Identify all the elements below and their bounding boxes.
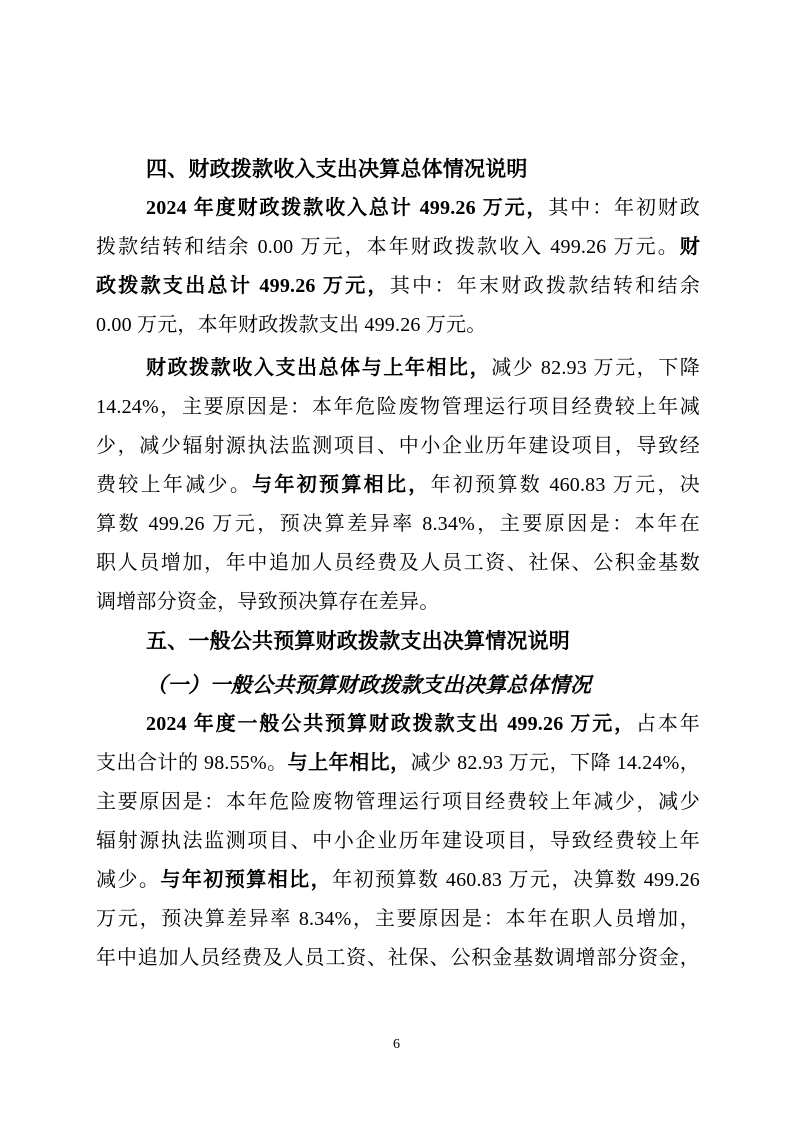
bold-text-run: 政拨款支出总计 499.26 万元， — [96, 275, 390, 297]
document-content — [96, 150, 700, 978]
text-line — [96, 783, 700, 822]
text-run: 支出合计的 98.55%。 — [96, 752, 288, 774]
text-line — [96, 861, 700, 900]
text-line — [96, 228, 700, 267]
text-run: 主要原因是：本年危险废物管理运行项目经费较上年减少，减少 — [96, 791, 700, 813]
text-line — [96, 505, 700, 544]
bold-text-run: 财政拨款收入支出总体与上年相比， — [146, 357, 492, 379]
text-run: 少，减少辐射源执法监测项目、中小企业历年建设项目，导致经 — [96, 435, 700, 457]
para-year-over-year-comparison — [96, 349, 700, 622]
text-line — [96, 666, 700, 705]
text-line — [96, 900, 700, 939]
text-run: 费较上年减少。 — [96, 474, 253, 496]
heading-section-4 — [96, 150, 700, 189]
text-line — [96, 822, 700, 861]
bold-text-run: 与上年相比， — [287, 752, 411, 774]
text-run: 减少 82.93 万元，下降 — [491, 357, 700, 379]
heading-subsection-5-1 — [96, 666, 700, 705]
text-run: 年初预算数 460.83 万元，决算数 499.26 — [332, 869, 700, 891]
text-line — [96, 306, 700, 345]
text-run: 14.24%，主要原因是：本年危险废物管理运行项目经费较上年减 — [96, 396, 700, 418]
text-run: 占本年 — [636, 713, 700, 735]
bold-text-run: 与年初预算相比， — [160, 869, 333, 891]
bold-text-run: 2024 年度财政拨款收入总计 499.26 万元， — [146, 197, 549, 219]
text-run: 算数 499.26 万元，预决算差异率 8.34%，主要原因是：本年在 — [96, 513, 700, 535]
text-run: 拨款结转和结余 0.00 万元，本年财政拨款收入 499.26 万元。 — [96, 236, 680, 258]
text-line — [96, 583, 700, 622]
text-run: 辐射源执法监测项目、中小企业历年建设项目，导致经费较上年 — [96, 830, 700, 852]
text-run: 其中：年初财政 — [548, 197, 701, 219]
text-run: 0.00 万元，本年财政拨款支出 499.26 万元。 — [96, 314, 487, 336]
text-line — [96, 705, 700, 744]
bold-text-run: 2024 年度一般公共预算财政拨款支出 499.26 万元， — [146, 713, 636, 735]
text-line — [96, 189, 700, 228]
text-line — [96, 622, 700, 661]
bold-text-run: 财 — [679, 236, 700, 258]
text-line — [96, 466, 700, 505]
text-line — [96, 388, 700, 427]
heading-section-5 — [96, 622, 700, 661]
para-general-public-budget-expenditure — [96, 705, 700, 978]
text-run: 其中：年末财政拨款结转和结余 — [389, 275, 700, 297]
bold-text-run: （一）一般公共预算财政拨款支出决算总体情况 — [146, 673, 592, 697]
text-run: 减少 82.93 万元，下降 14.24%， — [410, 752, 701, 774]
text-run: 年初预算数 460.83 万元，决 — [430, 474, 700, 496]
page-number: 6 — [393, 1037, 400, 1052]
text-run: 年中追加人员经费及人员工资、社保、公积金基数调增部分资金， — [96, 947, 700, 969]
text-run: 万元，预决算差异率 8.34%，主要原因是：本年在职人员增加， — [96, 908, 700, 930]
text-run: 职人员增加，年中追加人员经费及人员工资、社保、公积金基数 — [96, 552, 700, 574]
bold-text-run: 与年初预算相比， — [252, 474, 431, 496]
text-line — [96, 744, 700, 783]
text-line — [96, 267, 700, 306]
text-run: 减少。 — [96, 869, 161, 891]
text-line — [96, 427, 700, 466]
bold-text-run: 四、财政拨款收入支出决算总体情况说明 — [146, 158, 528, 181]
para-fiscal-appropriation-total — [96, 189, 700, 345]
bold-text-run: 五、一般公共预算财政拨款支出决算情况说明 — [146, 630, 570, 653]
text-line — [96, 939, 700, 978]
text-line — [96, 150, 700, 189]
text-line — [96, 544, 700, 583]
text-line — [96, 349, 700, 388]
text-run: 调增部分资金，导致预决算存在差异。 — [96, 591, 440, 613]
